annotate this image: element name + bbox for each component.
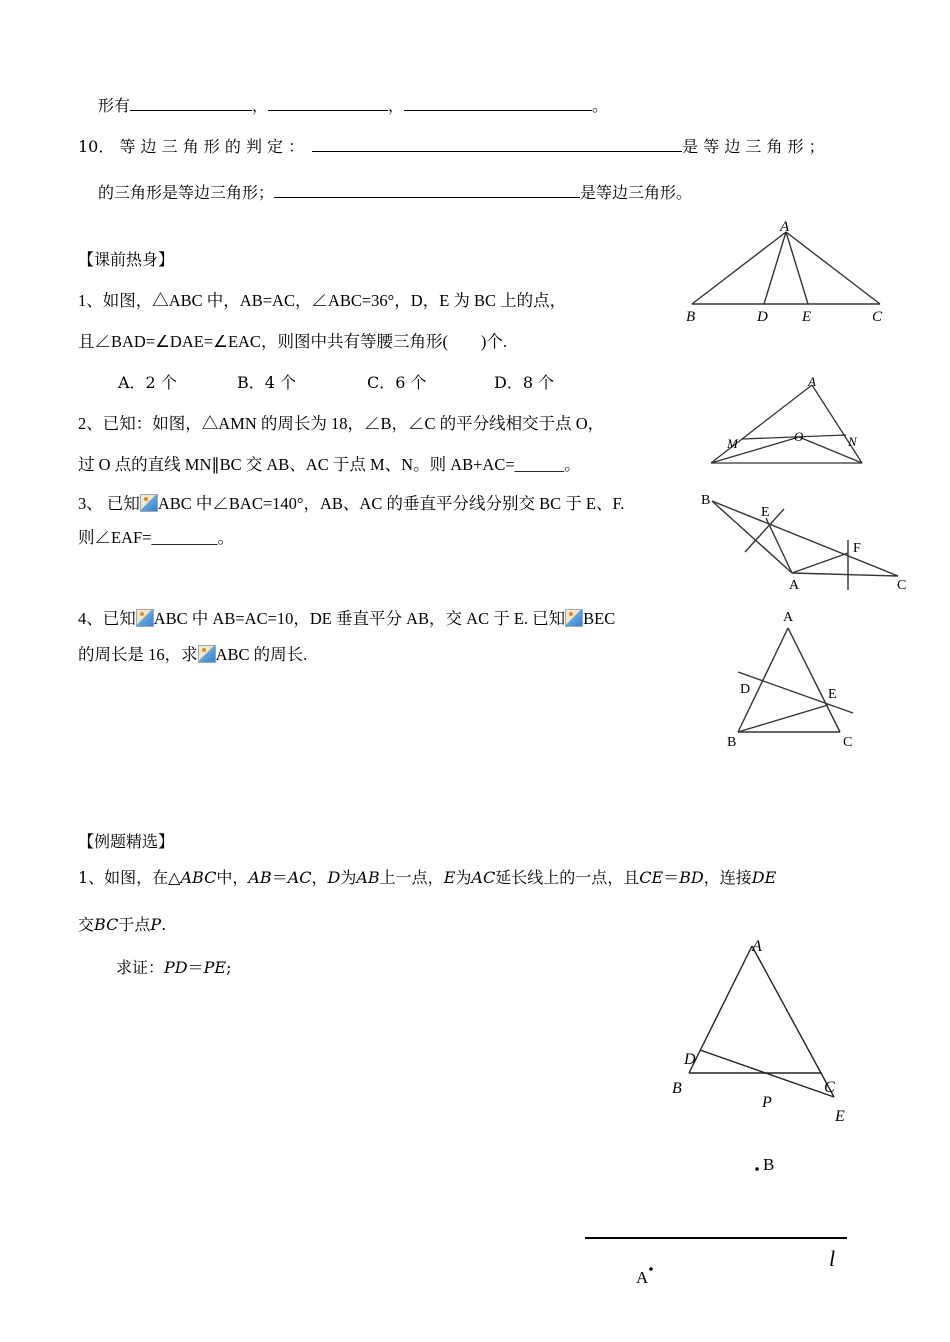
q1-option-b[interactable]: B．4 个 <box>237 373 297 392</box>
warmup-heading: 【课前热身】 <box>78 250 175 269</box>
fig1-label-b: B <box>686 309 696 325</box>
q1-option-d[interactable]: D．8 个 <box>494 373 555 392</box>
fig4-label-a: A <box>783 610 794 625</box>
fig2-label-m: M <box>727 436 738 451</box>
fig1-label-d: D <box>757 309 768 325</box>
fig4-label-c: C <box>843 735 853 750</box>
fig6-label-l: l <box>829 1246 836 1271</box>
fig2-label-o: O <box>794 429 804 444</box>
examples-heading: 【例题精选】 <box>78 832 175 851</box>
warmup-q4-line-1: 4、已知 ABC 中 AB=AC=10，DE 垂直平分 AB，交 AC 于 E. 已知 BEC <box>78 609 616 628</box>
fig3-label-b: B <box>701 493 711 508</box>
question-10-line-2: 的三角形是等边三角形； 是等边三角形。 <box>98 183 693 202</box>
warmup-q1-line-1: 1、如图，△ABC 中，AB=AC，∠ABC=36°，D，E 为 BC 上的点， <box>78 291 567 310</box>
fig1-label-c: C <box>872 309 883 325</box>
warmup-q3-line-1: 3、 已知 ABC 中∠BAC=140°，AB、AC 的垂直平分线分别交 BC 于 E、F. <box>78 494 625 513</box>
fig4-label-e: E <box>828 687 837 702</box>
warmup-q1-line-2: 且∠BAD=∠DAE=∠EAC，则图中共有等腰三角形( )个. <box>78 332 508 351</box>
fig5-label-a: A <box>752 938 762 955</box>
fig2-label-a: A <box>808 374 816 389</box>
fig3-label-f: F <box>853 541 861 556</box>
example-1-proof: 求证：PD＝PE; <box>116 958 232 977</box>
fig1-label-e: E <box>802 309 812 325</box>
fig6-label-b: B <box>763 1155 775 1174</box>
fig6-label-a: A <box>636 1268 649 1287</box>
fig3-label-e: E <box>761 505 770 520</box>
fig4-label-b: B <box>727 735 737 750</box>
fig5-label-b: B <box>672 1080 682 1097</box>
fig2-label-n: N <box>848 434 857 449</box>
fig5-label-c: C <box>824 1079 835 1096</box>
fig3-label-a: A <box>789 578 800 593</box>
fig5-label-p: P <box>762 1094 772 1111</box>
fig4-label-d: D <box>740 682 751 697</box>
q1-option-c[interactable]: C．6 个 <box>367 373 427 392</box>
question-10-line-1: 10． 等 边 三 角 形 的 判 定 ： 是 等 边 三 角 形 ； <box>78 137 825 156</box>
warmup-q3-line-2: 则∠EAF=________。 <box>78 528 234 547</box>
line-1: 形有 ， ， 。 <box>98 96 609 115</box>
warmup-q2-line-1: 2、已知：如图，△AMN 的周长为 18，∠B，∠C 的平分线相交于点 O， <box>78 414 605 433</box>
warmup-q4-line-2: 的周长是 16，求 ABC 的周长. <box>78 645 308 664</box>
fig1-label-a: A <box>780 219 790 235</box>
warmup-q2-line-2: 过 O 点的直线 MN∥BC 交 AB、AC 于点 M、N。则 AB+AC=______。 <box>78 455 581 474</box>
fig3-label-c: C <box>897 578 907 593</box>
q1-option-a[interactable]: A．2 个 <box>118 373 177 392</box>
example-1-line-2: 交BC于点P. <box>78 915 167 934</box>
fig5-label-d: D <box>684 1051 696 1068</box>
fig5-label-e: E <box>835 1108 845 1125</box>
example-1-line-1: 1、如图，在△ABC中，AB＝AC，D为AB上一点，E为AC延长线上的一点，且CE＝BD，连接DE <box>78 868 777 887</box>
